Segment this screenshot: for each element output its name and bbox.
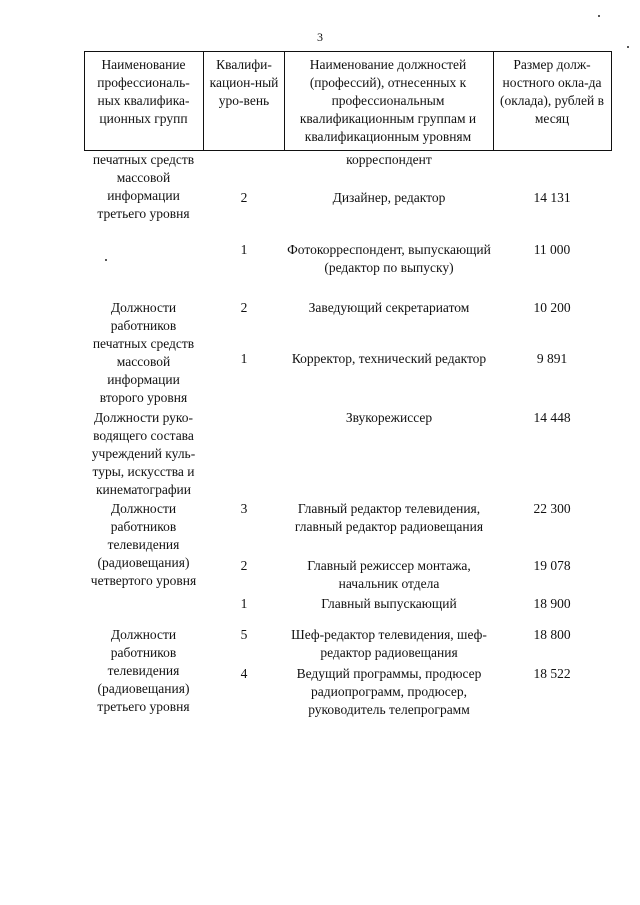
- position-cell: Ведущий программы, продюсер радиопрограмм, продюсер, руководитель телепрограмм: [296, 666, 482, 717]
- position-cell: Главный редактор телевидения, главный редактор радиовещания: [294, 501, 484, 534]
- group-name-culture-management: Должности руко-водящего состава учреждений куль-туры, искусства и кинематографии: [91, 410, 196, 497]
- level-cell: 2: [240, 300, 248, 315]
- salary-cell: 14 131: [533, 190, 571, 205]
- position-cell: Главный режиссер монтажа, начальник отдела: [307, 558, 471, 591]
- header-qualification-level: Квалифи-кацион-ный уро-вень: [209, 57, 279, 108]
- salary-cell: 19 078: [533, 558, 571, 573]
- header-group-name: Наименование профессиональ-ных квалифика-ционных групп: [97, 57, 190, 126]
- salary-cell: 14 448: [533, 410, 571, 425]
- header-salary: Размер долж-ностного окла-да (оклада), рублей в месяц: [499, 57, 605, 126]
- group-name-print-media-2: Должности работников печатных средств массовой информации второго уровня: [92, 300, 195, 405]
- salary-cell: 10 200: [533, 300, 571, 315]
- header-positions: Наименование должностей (профессий), отнесенных к профессиональным квалификационным группам и квалификационным уровням: [299, 57, 477, 144]
- position-cell: корреспондент: [346, 152, 432, 167]
- level-cell: 4: [240, 666, 248, 681]
- scan-speck: [598, 15, 600, 17]
- salary-cell: 9 891: [536, 351, 568, 366]
- position-cell: Корректор, технический редактор: [291, 351, 487, 366]
- position-cell: Дизайнер, редактор: [332, 190, 446, 205]
- position-cell: Звукорежиссер: [345, 410, 433, 425]
- position-cell: Главный выпускающий: [321, 596, 457, 611]
- salary-cell: 18 800: [533, 627, 571, 642]
- position-cell: Фотокорреспондент, выпускающий (редактор по выпуску): [287, 242, 491, 275]
- level-cell: 1: [240, 596, 248, 611]
- salary-cell: 18 522: [533, 666, 571, 681]
- position-cell: Шеф-редактор телевидения, шеф-редактор радиовещания: [291, 627, 487, 660]
- group-name-print-media-3: печатных средств массовой информации третьего уровня: [92, 152, 195, 221]
- header-divider-1: [203, 51, 204, 151]
- group-name-tv-3: Должности работников телевидения (радиовещания) третьего уровня: [97, 627, 190, 714]
- level-cell: 2: [240, 558, 248, 573]
- scan-speck: [105, 259, 107, 261]
- level-cell: 1: [240, 242, 248, 257]
- salary-cell: 11 000: [533, 242, 571, 257]
- level-cell: 2: [240, 190, 248, 205]
- group-name-tv-4: Должности работников телевидения (радиовещания) четвертого уровня: [90, 501, 197, 588]
- header-top-border: [84, 51, 612, 52]
- header-divider-2: [284, 51, 285, 151]
- salary-cell: 18 900: [533, 596, 571, 611]
- header-border-left: [84, 51, 85, 151]
- salary-cell: 22 300: [533, 501, 571, 516]
- level-cell: 1: [240, 351, 248, 366]
- scan-speck: [627, 46, 629, 48]
- position-cell: Заведующий секретариатом: [308, 300, 470, 315]
- level-cell: 3: [240, 501, 248, 516]
- page-number: 3: [317, 30, 323, 44]
- header-border-right: [611, 51, 612, 151]
- level-cell: 5: [240, 627, 248, 642]
